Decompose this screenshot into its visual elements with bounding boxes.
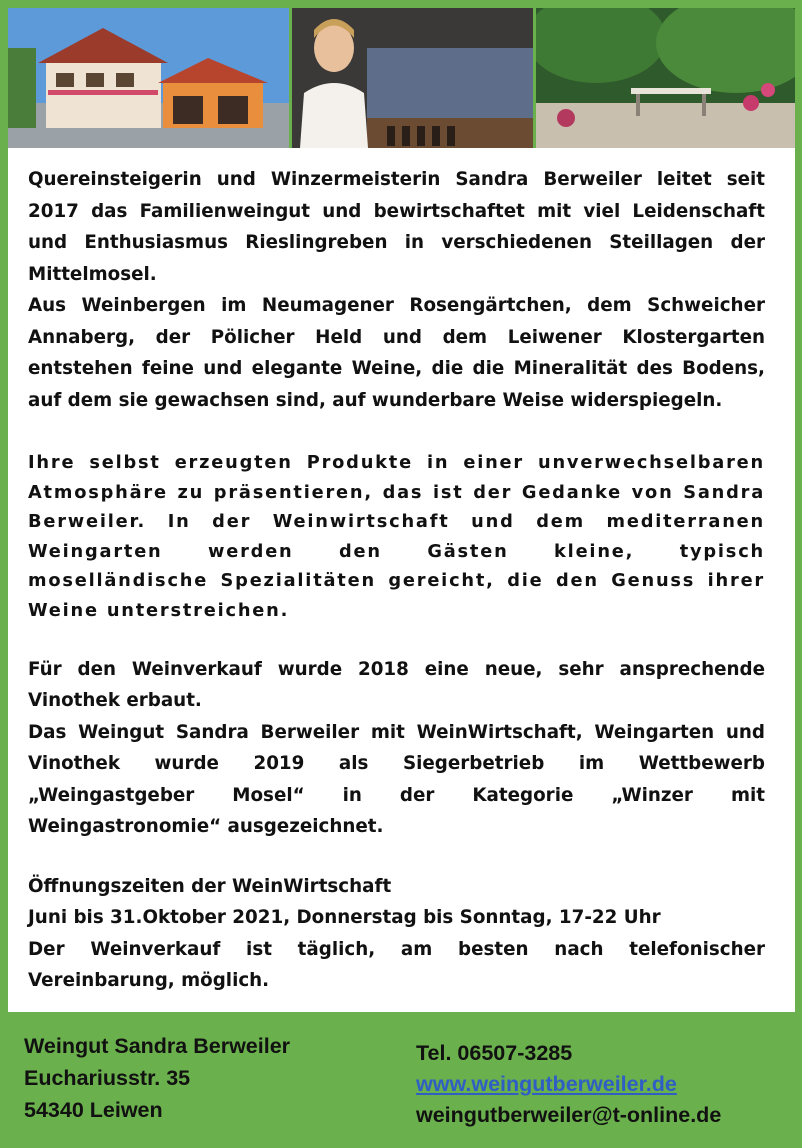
footer bbox=[0, 1018, 802, 1148]
photo-strip bbox=[8, 8, 795, 148]
contact-block bbox=[416, 1038, 721, 1131]
intro-paragraph: Quereinsteigerin und Winzermeisterin Sandra Berweiler leitet seit 2017 das Familienweingut und bewirtschaftet mit viel Leidenschaft und Enthusiasmus Rieslingreben in verschiedenen Steillagen der Mittelmosel. bbox=[28, 169, 765, 285]
wine-garden-terrace-photo bbox=[536, 8, 795, 148]
winery-name: Weingut Sandra Berweiler bbox=[24, 1034, 291, 1058]
email-address[interactable]: weingutberweiler@t-online.de bbox=[416, 1103, 722, 1127]
opening-hours-line: Juni bis 31.Oktober 2021, Donnerstag bis Sonntag, 17-22 Uhr bbox=[28, 907, 661, 929]
address-block bbox=[24, 1030, 290, 1126]
phone-number: Tel. 06507-3285 bbox=[416, 1041, 573, 1065]
vineyards-paragraph: Aus Weinbergen im Neumagener Rosengärtchen, dem Schweicher Annaberg, der Pölicher Held und dem Leiwener Klostergarten entstehen feine und elegante Weine, die die Mineralität des Bodens, auf dem sie gewachsen sind, auf wunderbare Weise widerspiegeln. bbox=[28, 295, 765, 411]
sales-note: Der Weinverkauf ist täglich, am besten nach telefonischer Vereinbarung, möglich. bbox=[28, 938, 765, 992]
sandra-berweiler-portrait-photo bbox=[292, 8, 533, 148]
award-paragraph: Das Weingut Sandra Berweiler mit WeinWirtschaft, Weingarten und Vinothek wurde 2019 als Siegerbetrieb im Wettbewerb „Weingastgeber Mosel“ in der Kategorie „Winzer mit Weingastronomie“ ausgezeichnet. bbox=[28, 721, 765, 838]
winery-house-photo bbox=[8, 8, 289, 148]
website-link[interactable]: www.weingutberweiler.de bbox=[416, 1072, 677, 1096]
concept-paragraph: Ihre selbst erzeugten Produkte in einer unverwechselbaren Atmosphäre zu präsentieren, das ist der Gedanke von Sandra Berweiler. In der Weinwirtschaft und dem mediterranen Weingarten werden den Gästen kleine, typisch moselländische Spezialitäten gereicht, die den Genuss ihrer Weine unterstreichen. bbox=[28, 452, 765, 621]
opening-hours-title: Öffnungszeiten der WeinWirtschaft bbox=[28, 875, 392, 897]
vinothek-paragraph: Für den Weinverkauf wurde 2018 eine neue, sehr ansprechende Vinothek erbaut. bbox=[28, 658, 765, 712]
street-address: Euchariusstr. 35 bbox=[24, 1066, 191, 1090]
content-card bbox=[8, 148, 795, 1012]
city-address: 54340 Leiwen bbox=[24, 1098, 163, 1122]
